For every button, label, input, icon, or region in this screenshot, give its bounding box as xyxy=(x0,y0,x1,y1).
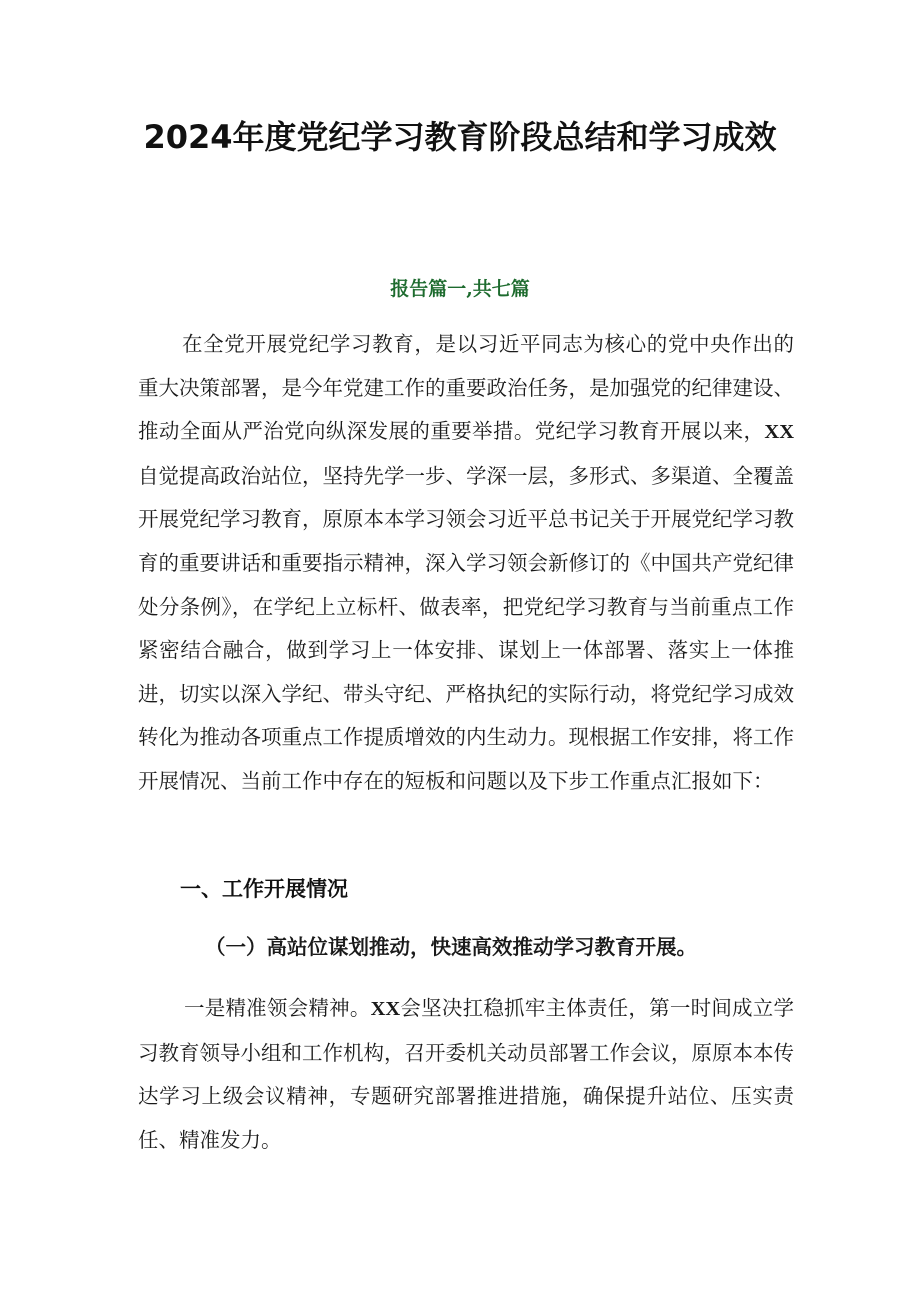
section-heading: 一、工作开展情况 xyxy=(180,877,348,901)
xx-placeholder: XX xyxy=(764,421,794,444)
intro-paragraph xyxy=(138,323,794,804)
section-paragraph xyxy=(138,987,794,1162)
section-text-body: 会坚决扛稳抓牢主体责任，第一时间成立学习教育领导小组和工作机构，召开委机关动员部署工作会议，原原本本传达学习上级会议精神，专题研究部署推进措施，确保提升站位、压实责任、精准发力。 xyxy=(138,996,795,1152)
document-title: 2024年度党纪学习教育阶段总结和学习成效 xyxy=(143,118,777,156)
document-subtitle: 报告篇一,共七篇 xyxy=(390,278,530,300)
section-subheading: （一）高站位谋划推动，快速高效推动学习教育开展。 xyxy=(205,935,697,959)
section-text-lead: 一是精准领会精神。 xyxy=(184,996,371,1020)
intro-text-part-1: 在全党开展党纪学习教育，是以习近平同志为核心的党中央作出的重大决策部署，是今年党建工作的重要政治任务，是加强党的纪律建设、推动全面从严治党向纵深发展的重要举措。党纪学习教育开展以来， xyxy=(138,332,794,444)
xx-placeholder: XX xyxy=(370,998,401,1020)
intro-text-part-2: 自觉提高政治站位，坚持先学一步、学深一层，多形式、多渠道、全覆盖开展党纪学习教育，原原本本学习领会习近平总书记关于开展党纪学习教育的重要讲话和重要指示精神，深入学习领会新修订的《中国共产党纪律处分条例》，在学纪上立标杆、做表率，把党纪学习教育与当前重点工作紧密结合融合，做到学习上一体安排、谋划上一体部署、落实上一体推进，切实以深入学纪、带头守纪、严格执纪的实际行动，将党纪学习成效转化为推动各项重点工作提质增效的内生动力。现根据工作安排，将工作开展情况、当前工作中存在的短板和问题以及下步工作重点汇报如下： xyxy=(138,463,794,793)
